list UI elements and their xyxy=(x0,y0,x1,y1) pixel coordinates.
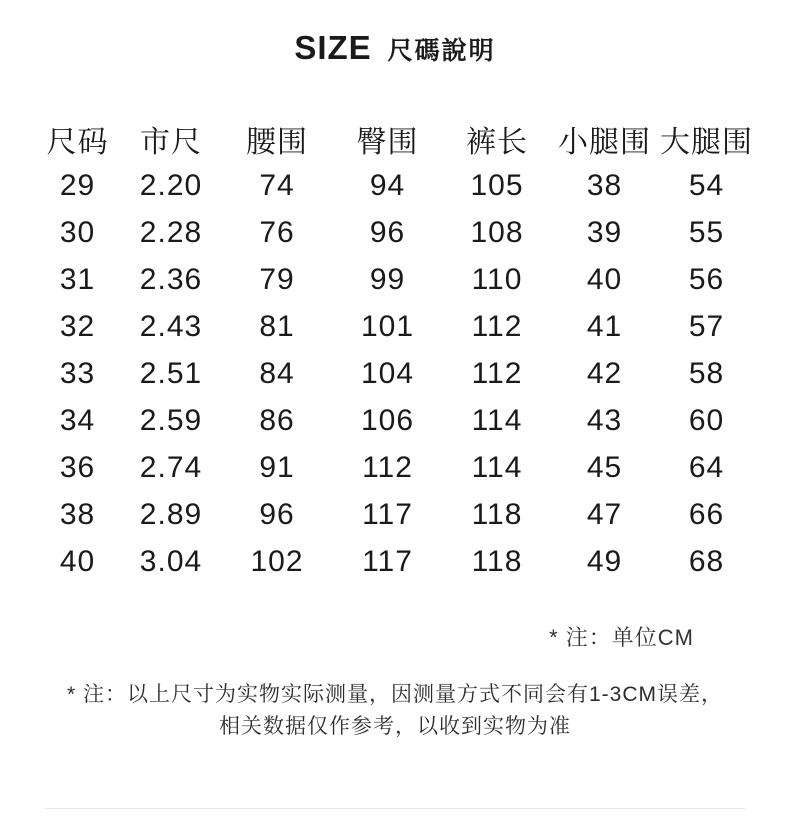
header-cell: 大腿围 xyxy=(660,125,753,159)
table-cell: 79 xyxy=(259,262,295,296)
table-cell: 2.28 xyxy=(139,215,203,249)
size-table-body xyxy=(35,162,755,585)
table-cell: 57 xyxy=(688,309,725,343)
table-cell: 104 xyxy=(360,356,415,390)
table-cell: 29 xyxy=(59,168,96,202)
table-cell: 64 xyxy=(688,450,725,484)
table-cell: 32 xyxy=(59,309,96,343)
disclaimer-line-2: 相关数据仅作参考，以收到实物为准 xyxy=(219,715,571,738)
table-cell: 105 xyxy=(470,168,524,202)
header-cell: 尺码 xyxy=(46,125,109,159)
table-cell: 49 xyxy=(586,544,623,578)
table-row xyxy=(35,491,755,538)
table-cell: 76 xyxy=(259,215,295,249)
table-cell: 54 xyxy=(688,168,725,202)
table-cell: 101 xyxy=(360,309,415,343)
header-cell: 臀围 xyxy=(356,125,419,159)
table-cell: 112 xyxy=(471,309,523,343)
size-table-head-row xyxy=(35,115,755,162)
table-cell: 117 xyxy=(362,544,413,578)
table-cell: 2.20 xyxy=(139,168,203,202)
table-cell: 30 xyxy=(59,215,96,249)
table-cell: 114 xyxy=(471,450,523,484)
table-cell: 34 xyxy=(59,403,96,437)
table-cell: 81 xyxy=(259,309,295,343)
table-cell: 42 xyxy=(586,356,623,390)
header-cell: 市尺 xyxy=(140,125,202,159)
table-row xyxy=(35,256,755,303)
table-cell: 40 xyxy=(586,262,623,296)
table-cell: 112 xyxy=(471,356,523,390)
table-cell: 45 xyxy=(586,450,623,484)
table-cell: 2.74 xyxy=(139,450,203,484)
table-cell: 60 xyxy=(688,403,725,437)
size-table xyxy=(35,115,755,585)
table-cell: 47 xyxy=(586,497,623,531)
header-cell: 小腿围 xyxy=(558,125,651,159)
table-cell: 86 xyxy=(259,403,295,437)
table-row xyxy=(35,444,755,491)
table-cell: 106 xyxy=(360,403,415,437)
table-row xyxy=(35,209,755,256)
disclaimer-line-1: * 注：以上尺寸为实物实际测量，因测量方式不同会有1-3CM误差， xyxy=(66,683,723,706)
table-cell: 55 xyxy=(688,215,725,249)
table-cell: 33 xyxy=(59,356,96,390)
page-title xyxy=(0,31,790,64)
table-cell: 102 xyxy=(250,544,304,578)
unit-note: * 注：单位CM xyxy=(549,625,694,650)
table-cell: 118 xyxy=(471,544,523,578)
table-cell: 2.59 xyxy=(139,403,203,437)
table-row xyxy=(35,397,755,444)
size-title-en: SIZE xyxy=(294,29,372,66)
table-cell: 66 xyxy=(688,497,725,531)
table-cell: 96 xyxy=(259,497,295,531)
table-cell: 74 xyxy=(259,168,295,202)
table-cell: 38 xyxy=(586,168,623,202)
table-cell: 3.04 xyxy=(139,544,203,578)
table-cell: 99 xyxy=(369,262,406,296)
size-title-zh: 尺碼說明 xyxy=(387,37,496,65)
table-cell: 56 xyxy=(688,262,725,296)
table-cell: 39 xyxy=(586,215,623,249)
table-cell: 112 xyxy=(362,450,413,484)
table-cell: 96 xyxy=(369,215,406,249)
table-cell: 2.36 xyxy=(139,262,203,296)
table-cell: 114 xyxy=(471,403,523,437)
table-row xyxy=(35,162,755,209)
table-cell: 91 xyxy=(259,450,295,484)
bottom-divider xyxy=(45,808,745,809)
table-cell: 2.51 xyxy=(139,356,203,390)
measurement-disclaimer xyxy=(0,679,790,743)
table-cell: 41 xyxy=(586,309,623,343)
table-cell: 2.43 xyxy=(139,309,203,343)
table-cell: 40 xyxy=(59,544,96,578)
table-cell: 110 xyxy=(471,262,523,296)
table-cell: 84 xyxy=(259,356,295,390)
table-row xyxy=(35,538,755,585)
table-cell: 2.89 xyxy=(139,497,203,531)
header-cell: 裤长 xyxy=(466,125,528,159)
header-cell: 腰围 xyxy=(246,125,308,159)
table-cell: 68 xyxy=(688,544,725,578)
table-row xyxy=(35,303,755,350)
table-cell: 117 xyxy=(362,497,413,531)
table-cell: 58 xyxy=(688,356,725,390)
table-cell: 118 xyxy=(471,497,523,531)
table-row xyxy=(35,350,755,397)
table-cell: 43 xyxy=(586,403,623,437)
table-cell: 31 xyxy=(59,262,96,296)
table-cell: 38 xyxy=(59,497,96,531)
table-cell: 108 xyxy=(470,215,524,249)
table-cell: 94 xyxy=(369,168,406,202)
table-cell: 36 xyxy=(59,450,96,484)
